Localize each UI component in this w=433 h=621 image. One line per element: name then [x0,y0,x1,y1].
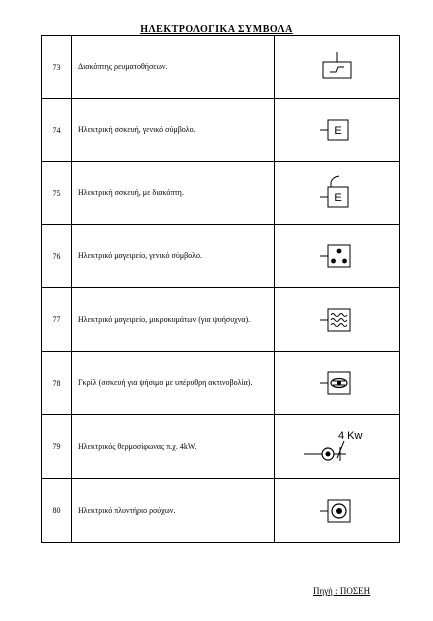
table-row [42,288,400,352]
row-description: Ηλεκτρικός θερμοσίφωνας π.χ. 4kW. [72,415,275,479]
page-title-text: ΗΛΕΚΤΡΟΛΟΓΙΚΑ ΣΥΜΒΟΛΑ [140,24,293,35]
row-number: 77 [42,288,72,352]
row-description: Ηλεκτρική σσκευή, γενικό σύμβολο. [72,99,275,162]
row-symbol [275,36,400,99]
appliance-switch-icon [317,173,357,213]
grill-icon [317,366,357,400]
source-text: Πηγή : ΠΟΣΕΗ [313,586,371,596]
appliance-label: E [334,125,342,137]
switch-symbol-icon [317,50,357,84]
row-number: 74 [42,99,72,162]
appliance-label: E [334,192,342,204]
row-description: Γκρίλ (σσκευή για ψήσιμο με υπέρυθρη ακτινοβολία). [72,352,275,415]
row-number: 73 [42,36,72,99]
row-description: Ηλεκτρική σσκευή, με διακόπτη. [72,162,275,225]
row-symbol [275,288,400,352]
row-description: Ηλεκτρικό μαγειρείο, μικροκυμάτων (για ψυήσυχνα). [72,288,275,352]
page-title [0,24,433,35]
power-label: 4 Kw [338,429,363,442]
table-row [42,99,400,162]
row-number: 79 [42,415,72,479]
row-number: 80 [42,479,72,543]
microwave-icon [317,303,357,337]
table-row [42,479,400,543]
row-number: 76 [42,225,72,288]
row-symbol [275,162,400,225]
table-row [42,415,400,479]
table-row [42,352,400,415]
row-symbol [275,225,400,288]
row-description: Ηλεκτρικό πλυντήριο ρούχων. [72,479,275,543]
row-description: Διακόπτης ρευματοθήσεων. [72,36,275,99]
washing-machine-icon [317,494,357,528]
row-number: 75 [42,162,72,225]
row-number: 78 [42,352,72,415]
source-note [313,586,370,596]
water-heater-icon [302,427,372,467]
row-symbol [275,415,400,479]
table-row [42,225,400,288]
cooker-general-icon [317,239,357,273]
row-symbol [275,99,400,162]
table-row [42,162,400,225]
row-symbol [275,479,400,543]
appliance-general-icon [317,113,357,147]
table-row [42,36,400,99]
symbols-table [41,35,400,543]
row-description: Ηλεκτρικό μαγειρείο, γενικό σύμβολο. [72,225,275,288]
row-symbol [275,352,400,415]
